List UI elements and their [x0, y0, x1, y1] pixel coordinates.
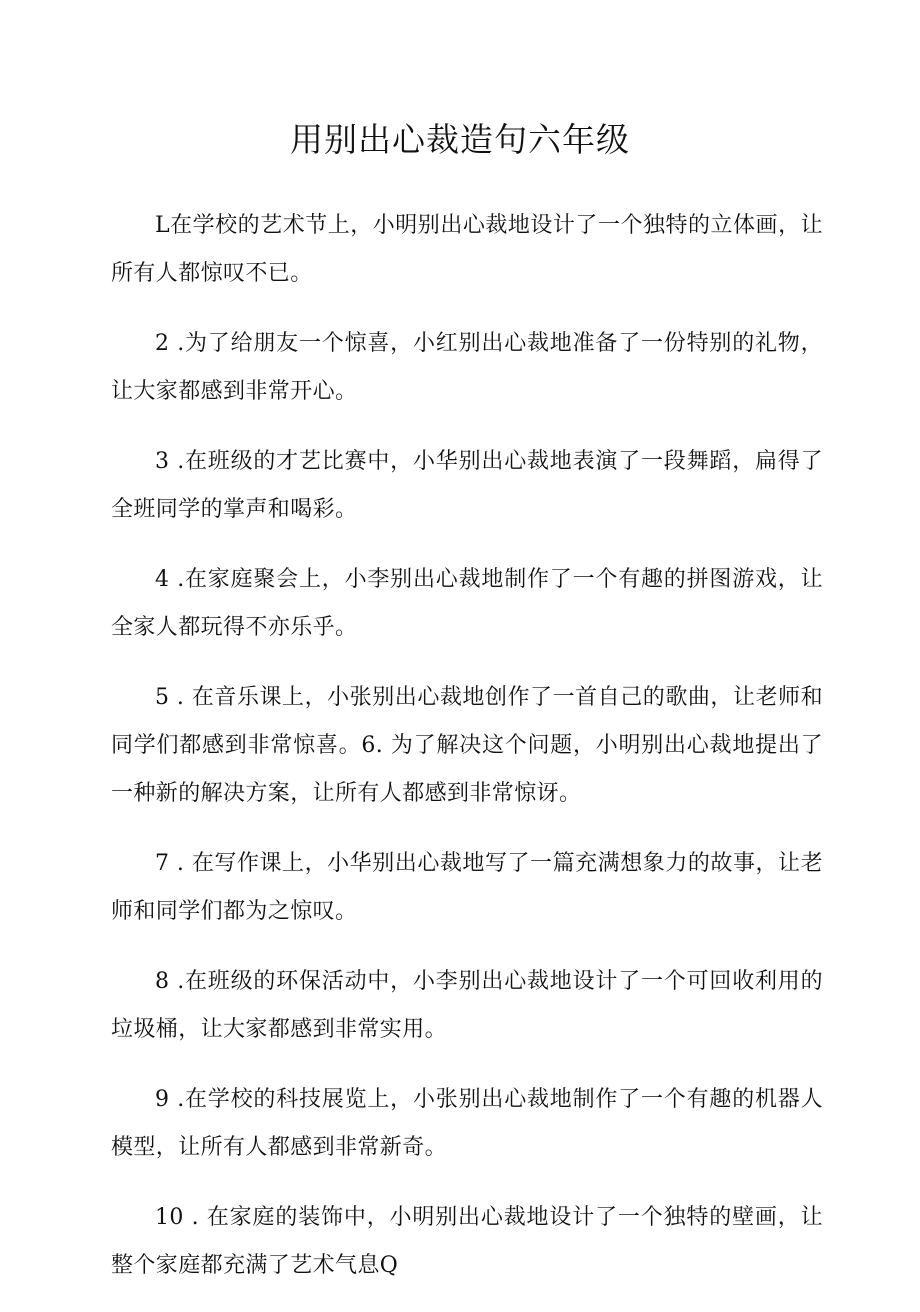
sentence-paragraph-10: 10 . 在家庭的装饰中，小明别出心裁地设计了一个独特的壁画，让整个家庭都充满了艺术气息Q	[111, 1205, 823, 1278]
sentence-paragraph-9: 9 .在学校的科技展览上，小张别出心裁地制作了一个有趣的机器人模型，让所有人都感到非常新奇。	[111, 1087, 823, 1160]
document-body	[111, 202, 823, 1312]
sentence-paragraph-3: 3 .在班级的才艺比赛中，小华别出心裁地表演了一段舞蹈，扁得了全班同学的掌声和喝彩。	[111, 449, 823, 522]
sentence-paragraph-1: L在学校的艺术节上，小明别出心裁地设计了一个独特的立体画，让所有人都惊叹不已。	[111, 213, 823, 286]
document-title: 用别出心裁造句六年级	[290, 120, 630, 159]
sentence-paragraph-4: 4 .在家庭聚会上，小李别出心裁地制作了一个有趣的拼图游戏，让全家人都玩得不亦乐乎。	[111, 567, 823, 640]
sentence-paragraph-2: 2 .为了给朋友一个惊喜，小红别出心裁地准备了一份特别的礼物，让大家都感到非常开心。	[111, 331, 823, 404]
sentence-paragraph-7: 7 . 在写作课上，小华别出心裁地写了一篇充满想象力的故事，让老师和同学们都为之惊叹。	[111, 851, 823, 924]
sentence-paragraph-5-6: 5 . 在音乐课上，小张别出心裁地创作了一首自己的歌曲，让老师和同学们都感到非常惊喜。6. 为了解决这个问题，小明别出心裁地提出了一种新的解决方案，让所有人都感到非常惊讶。	[111, 685, 823, 806]
sentence-paragraph-8: 8 .在班级的环保活动中，小李别出心裁地设计了一个可回收利用的垃圾桶，让大家都感到非常实用。	[111, 969, 823, 1042]
